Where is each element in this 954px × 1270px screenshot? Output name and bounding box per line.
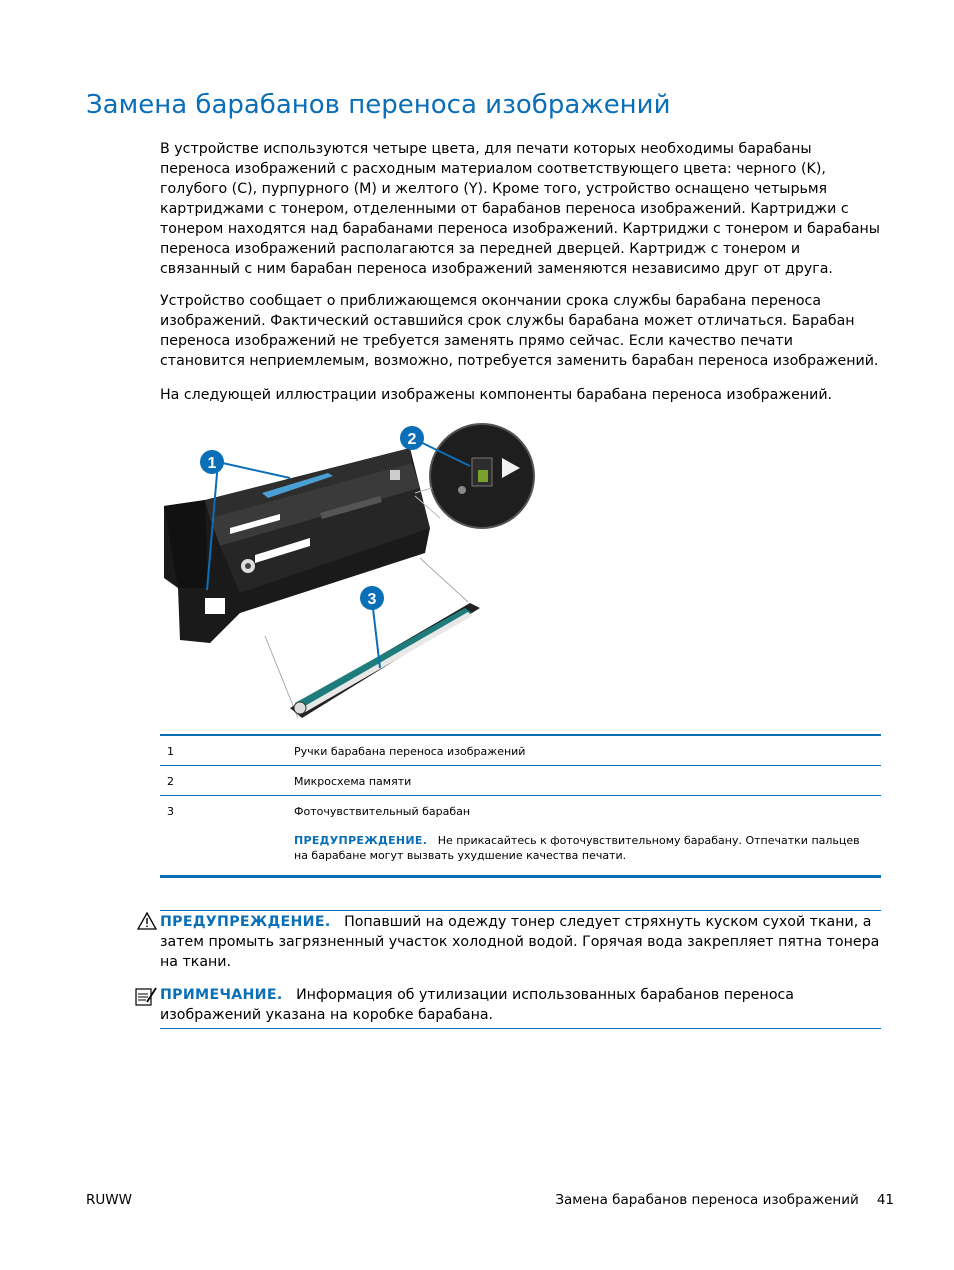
note-block (160, 985, 881, 1029)
footer-section-title: Замена барабанов переноса изображений (555, 1192, 859, 1208)
legend-description-cell (287, 796, 881, 875)
legend-warning-label: ПРЕДУПРЕЖДЕНИЕ. (294, 834, 428, 847)
callout-1-label: 1 (207, 455, 217, 472)
illustration-intro: На следующей иллюстрации изображены компоненты барабана переноса изображений. (160, 387, 833, 403)
legend-number: 1 (167, 745, 174, 758)
warning-icon (137, 912, 157, 930)
legend-warning-text: Не прикасайтесь к фоточувствительному барабану. Отпечатки пальцев на барабане могут вызвать ухудшение качества печати. (294, 834, 860, 862)
intro-paragraph: В устройстве используются четыре цвета, для печати которых необходимы барабаны переноса изображений с расходным материалом соответствующего цвета: черного (K), голубого (C), пурпурного (M) и желтого (Y). Кроме того, устройство оснащено четырьмя картриджами с тонером, отделенными от барабанов переноса изображений. Картриджи с тонером находятся над барабанами переноса изображений. Картриджи с тонером и барабаны переноса изображений располагаются за передней дверцей. Картридж с тонером и связанный с ним барабан переноса изображений заменяются независимо друг от друга. (160, 141, 881, 277)
legend-warning (294, 833, 873, 869)
page-number: 41 (876, 1192, 894, 1208)
note-text: Информация об утилизации использованных барабанов переноса изображений указана на коробке барабана. (160, 987, 794, 1023)
footer-locale: RUWW (86, 1192, 132, 1208)
memory-chip-detail (430, 424, 534, 528)
warning-label: ПРЕДУПРЕЖДЕНИЕ. (160, 914, 331, 930)
legend-description: Ручки барабана переноса изображений (294, 745, 526, 758)
page-title: Замена барабанов переноса изображений (86, 90, 671, 120)
legend-description: Микросхема памяти (294, 775, 412, 788)
warning-text: Попавший на одежду тонер следует стряхнуть куском сухой ткани, а затем промыть загрязненный участок холодной водой. Горячая вода закрепляет пятна тонера на ткани. (160, 914, 880, 970)
note-icon (135, 987, 157, 1007)
legend-number: 3 (167, 805, 174, 818)
legend-table (160, 734, 881, 878)
drum-body (164, 448, 430, 643)
legend-number: 2 (167, 775, 174, 788)
imaging-drum-illustration (150, 418, 550, 728)
legend-row (160, 736, 881, 766)
legend-description: Фоточувствительный барабан (294, 805, 471, 818)
legend-row (160, 766, 881, 796)
note-label: ПРИМЕЧАНИЕ. (160, 987, 283, 1003)
warning-note (160, 910, 881, 972)
legend-row (160, 796, 881, 875)
callout-2-label: 2 (407, 431, 417, 448)
callout-3-label: 3 (367, 591, 377, 608)
footer-right (555, 1192, 894, 1208)
lifetime-paragraph: Устройство сообщает о приближающемся окончании срока службы барабана переноса изображений. Фактический оставшийся срок службы барабана может отличаться. Барабан переноса изображений не требуется заменять прямо сейчас. Если качество печати становится неприемлемым, возможно, потребуется заменить барабан переноса изображений. (160, 293, 879, 369)
